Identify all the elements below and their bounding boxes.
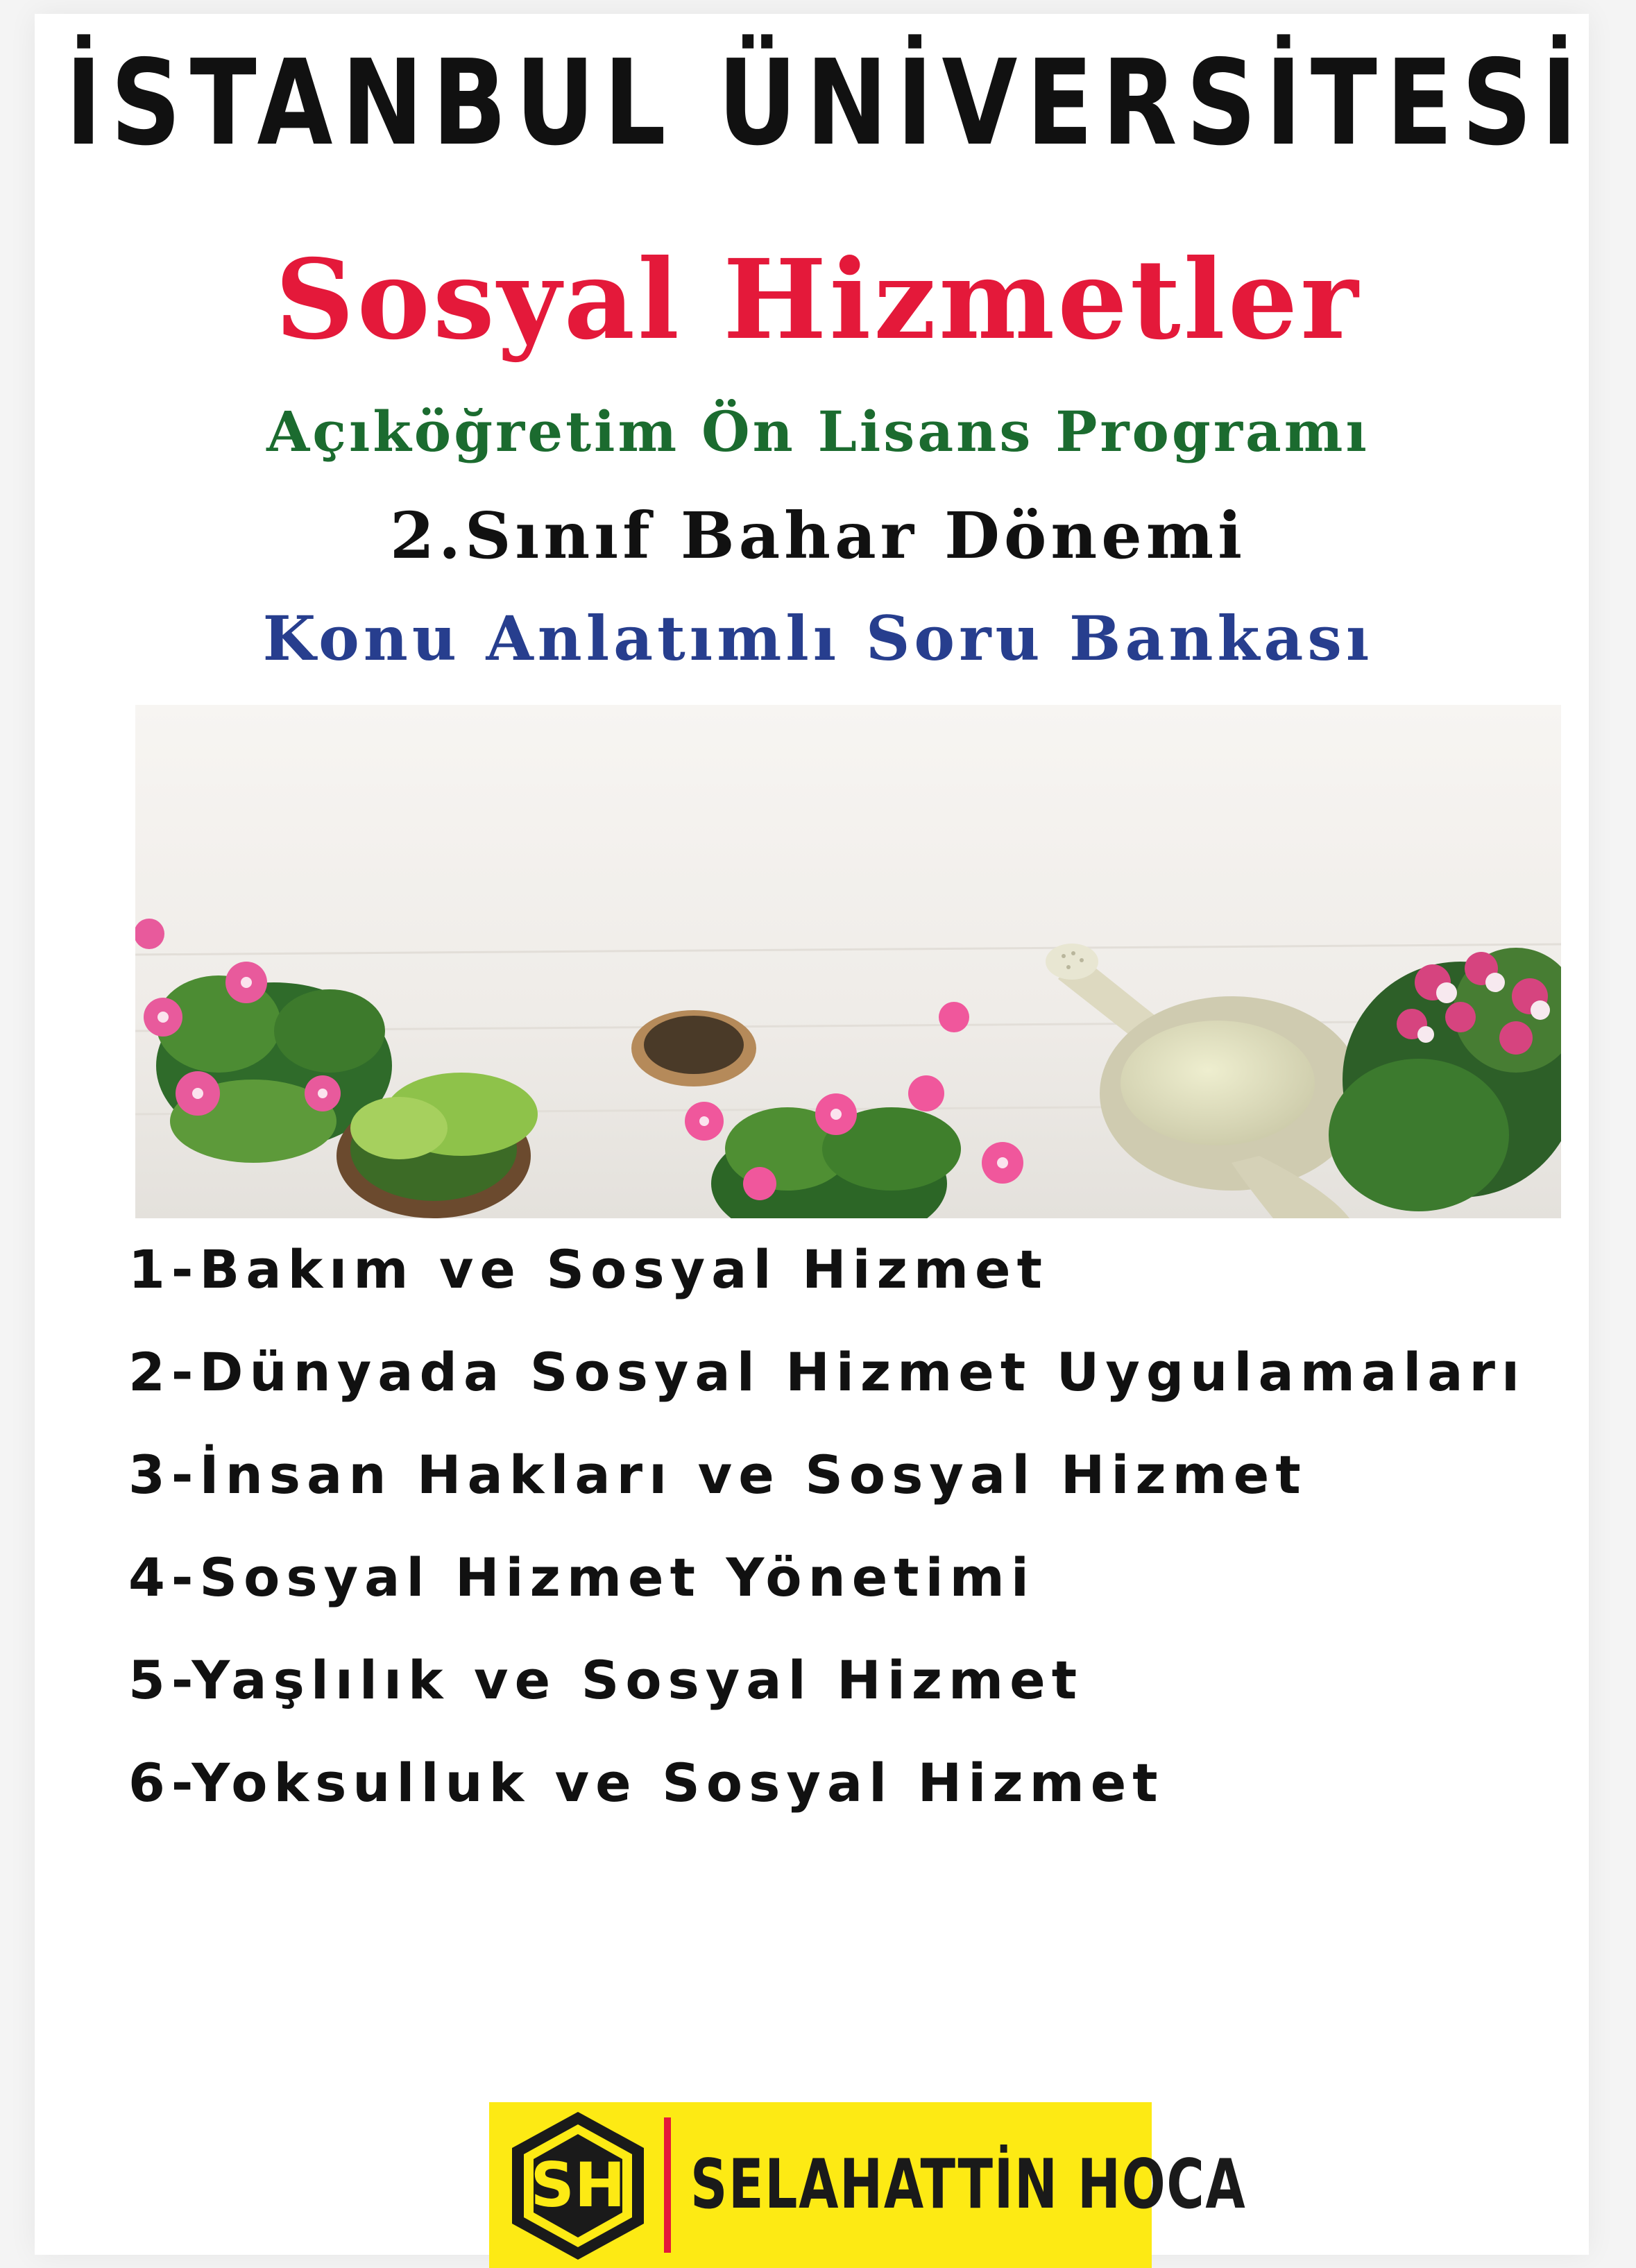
logo-letters: SH — [530, 2149, 626, 2221]
topic-item: 1-Bakım ve Sosyal Hizmet — [128, 1238, 1048, 1300]
brand-name: SELAHATTİN HOCA — [690, 2145, 1247, 2224]
topic-item: 4-Sosyal Hizmet Yönetimi — [128, 1546, 1035, 1608]
topic-item: 5-Yaşlılık ve Sosyal Hizmet — [128, 1649, 1084, 1711]
sh-hexagon-logo-icon — [502, 2108, 654, 2264]
flowers-photo — [135, 705, 1561, 1218]
program-subtitle: Açıköğretim Ön Lisans Programı — [266, 399, 1370, 464]
soil-bowl — [631, 1010, 756, 1086]
brand-banner — [489, 2102, 1247, 2268]
book-type-subtitle: Konu Anlatımlı Soru Bankası — [262, 602, 1374, 674]
topic-item: 2-Dünyada Sosyal Hizmet Uygulamaları — [128, 1341, 1526, 1403]
brand-divider — [664, 2117, 671, 2253]
topic-item: 3-İnsan Hakları ve Sosyal Hizmet — [128, 1444, 1307, 1506]
topic-item: 6-Yoksulluk ve Sosyal Hizmet — [128, 1752, 1164, 1814]
course-title: Sosyal Hizmetler — [275, 236, 1361, 364]
university-title: İSTANBUL ÜNİVERSİTESİ — [65, 35, 1587, 172]
term-subtitle: 2.Sınıf Bahar Dönemi — [389, 498, 1247, 573]
topic-list — [128, 1228, 1526, 1844]
